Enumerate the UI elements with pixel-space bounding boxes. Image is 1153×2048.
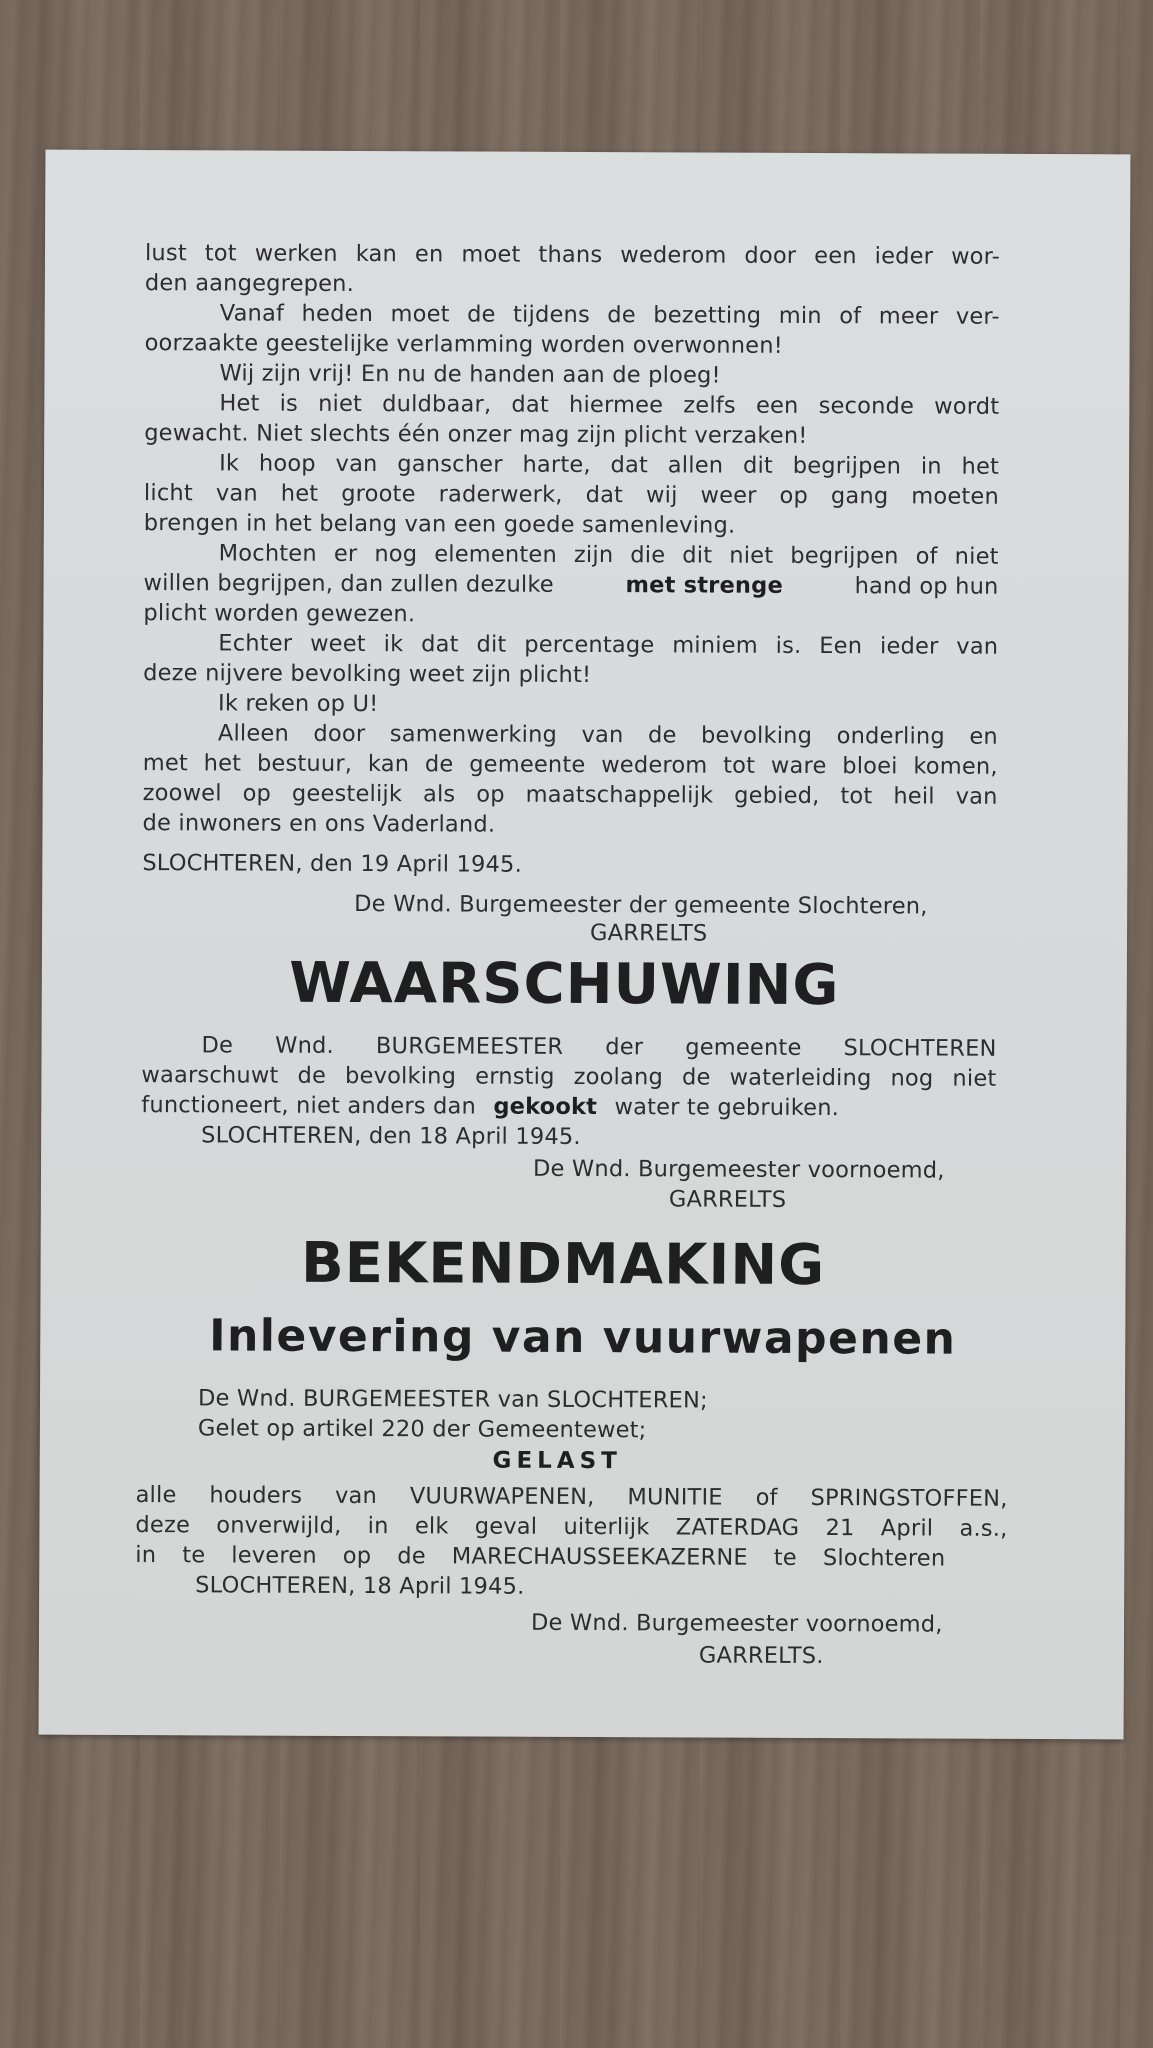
proclamation-line: de inwoners en ons Vaderland. [142, 810, 496, 838]
proclamation-line: zoowel op geestelijk als op maatschappelijk gebied, tot heil van [142, 780, 998, 810]
proclamation-line: oorzaakte geestelijke verlamming worden overwonnen! [144, 330, 783, 359]
bekendmaking-line: Gelet op artikel 220 der Gemeentewet; [197, 1415, 647, 1444]
emphasis-text: gekookt [493, 1093, 598, 1121]
proclamation-text: hand op hun [854, 573, 999, 600]
bekendmaking-signer-name: GARRELTS. [698, 1642, 824, 1670]
proclamation-line: Ik hoop van ganscher harte, dat allen dit begrijpen in het [219, 450, 1000, 480]
bekendmaking-line: in te leveren op de MARECHAUSSEEKAZERNE te Slochteren [135, 1542, 946, 1572]
proclamation-line: Ik reken op U! [217, 690, 379, 718]
bekendmaking-signer-title: De Wnd. Burgemeester voornoemd, [530, 1609, 943, 1638]
proclamation-line: plicht worden gewezen. [143, 600, 416, 628]
bekendmaking-line: alle houders van VUURWAPENEN, MUNITIE of SPRINGSTOFFEN, [135, 1482, 1008, 1512]
proclamation-line: Echter weet ik dat dit percentage miniem is. Een ieder van [218, 630, 999, 660]
gelast-heading: GELAST [492, 1447, 622, 1475]
proclamation [45, 150, 1130, 947]
proclamation-line: licht van het groote raderwerk, dat wij weer op gang moeten [143, 480, 1000, 510]
proclamation-text: willen begrijpen, dan zullen dezulke [143, 570, 554, 598]
waarschuwing-heading: WAARSCHUWING [289, 950, 840, 1019]
proclamation-line: Alleen door samenwerking van de bevolking onderling en [217, 720, 998, 750]
waarschuwing-text: water te gebruiken. [614, 1094, 840, 1122]
proclamation-line: Mochten er nog elementen zijn die dit niet begrijpen of niet [218, 540, 999, 570]
proclamation-line: brengen in het belang van een goede samenleving. [143, 510, 736, 539]
proclamation-line: met het bestuur, kan de gemeente wederom tot ware bloei komen, [142, 750, 998, 780]
proclamation-line: Het is niet duldbaar, dat hiermee zelfs een seconde wordt [219, 390, 1000, 420]
proclamation-date: SLOCHTEREN, den 19 April 1945. [142, 850, 523, 878]
waarschuwing-signer-name: GARRELTS [668, 1186, 787, 1213]
waarschuwing-date: SLOCHTEREN, den 18 April 1945. [201, 1122, 581, 1150]
waarschuwing-line: waarschuwt de bevolking ernstig zoolang de waterleiding nog niet [141, 1062, 997, 1092]
proclamation-line: lust tot werken kan en moet thans wederom door een ieder wor- [144, 240, 1001, 270]
proclamation-line: Vanaf heden moet de tijdens de bezetting min of meer ver- [219, 300, 1000, 330]
poster-sheet [39, 150, 1131, 1740]
waarschuwing-line: De Wnd. BURGEMEESTER der gemeente SLOCHTEREN [201, 1032, 997, 1062]
proclamation-line-strenge [144, 568, 999, 602]
waarschuwing-signer-title: De Wnd. Burgemeester voornoemd, [532, 1155, 945, 1184]
proclamation-signer-title: De Wnd. Burgemeester der gemeente Slochteren, [354, 890, 928, 920]
bekendmaking-date: SLOCHTEREN, 18 April 1945. [195, 1572, 525, 1600]
waarschuwing-text: functioneert, niet anders dan [141, 1092, 477, 1120]
proclamation-line: den aangegrepen. [144, 270, 355, 297]
emphasis-text: met strenge [625, 572, 783, 599]
bekendmaking-line: De Wnd. BURGEMEESTER van SLOCHTEREN; [197, 1385, 708, 1414]
bekendmaking-heading: BEKENDMAKING [300, 1230, 826, 1299]
proclamation-line: Wij zijn vrij! En nu de handen aan de ploeg! [219, 360, 721, 389]
proclamation-signer-name: GARRELTS [589, 920, 708, 947]
bekendmaking-line: deze onverwijld, in elk geval uiterlijk ZATERDAG 21 April a.s., [135, 1512, 1008, 1542]
waarschuwing-line-gekookt [141, 1090, 839, 1123]
bekendmaking-subheading: Inlevering van vuurwapenen [209, 1310, 957, 1365]
proclamation-line: gewacht. Niet slechts één onzer mag zijn plicht verzaken! [144, 420, 808, 449]
proclamation-line: deze nijvere bevolking weet zijn plicht! [143, 660, 592, 689]
